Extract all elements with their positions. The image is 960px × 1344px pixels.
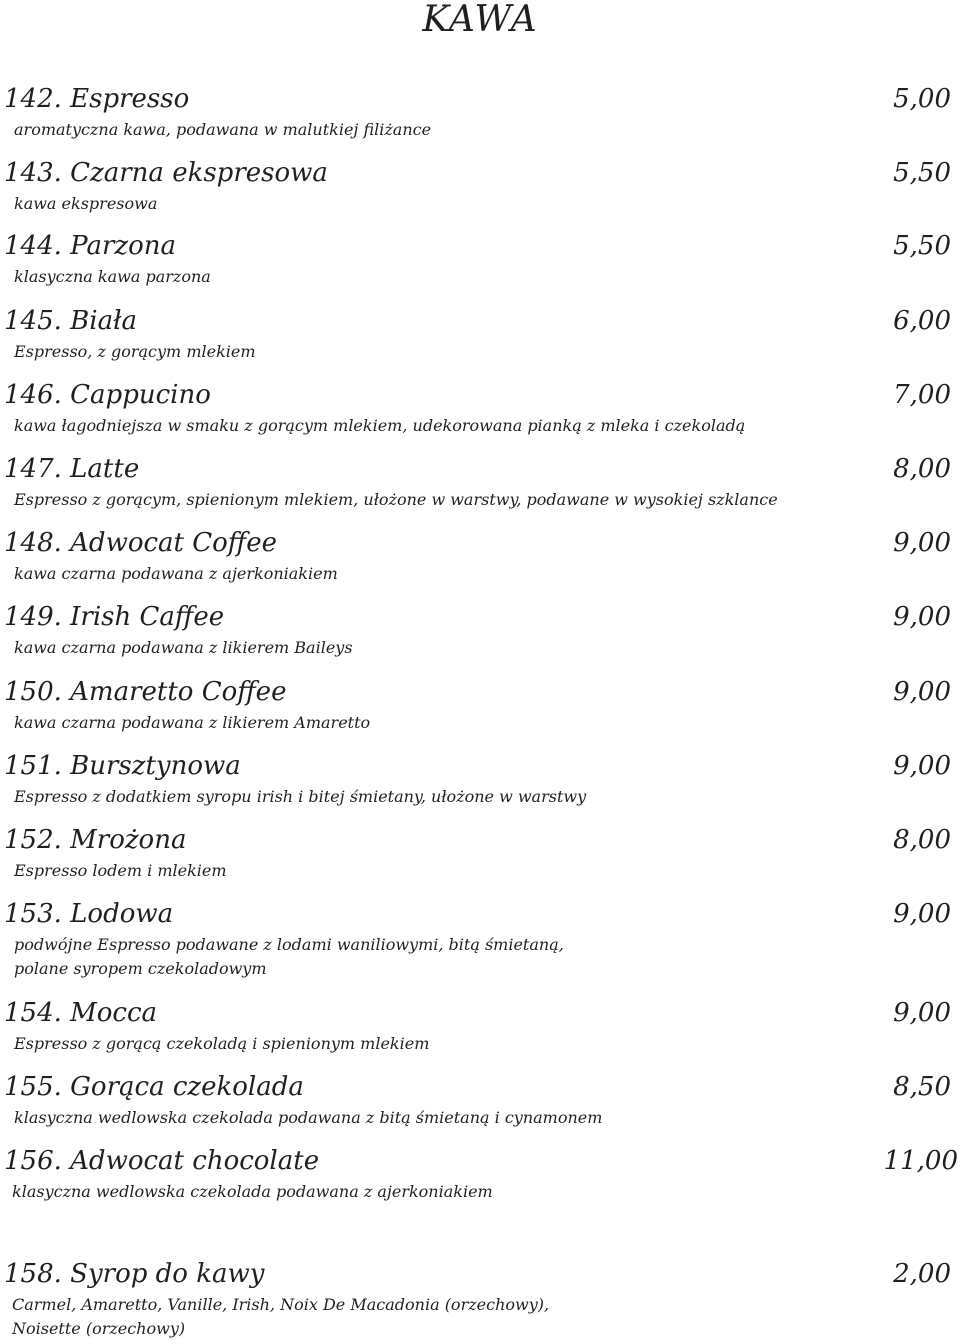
- item-name: 144. Parzona: [4, 231, 177, 261]
- menu-item: [0, 304, 960, 361]
- item-description: Espresso lodem i mlekiem: [14, 861, 227, 880]
- item-description: klasyczna wedlowska czekolada podawana z ajerkoniakiem: [12, 1182, 493, 1201]
- item-price: 9,00: [893, 528, 951, 558]
- menu-item: [0, 823, 960, 880]
- item-name: 147. Latte: [4, 454, 140, 484]
- item-price: 9,00: [893, 602, 951, 632]
- menu-item: [0, 1144, 960, 1201]
- item-price: 9,00: [893, 677, 951, 707]
- menu-item: [0, 996, 960, 1053]
- menu-item: [0, 897, 960, 978]
- item-description: kawa czarna podawana z likierem Amaretto: [14, 713, 371, 732]
- item-name: 154. Mocca: [4, 998, 158, 1028]
- item-name: 156. Adwocat chocolate: [4, 1146, 320, 1176]
- item-name: 153. Lodowa: [4, 899, 174, 929]
- item-description-line: Carmel, Amaretto, Vanille, Irish, Noix De Macadonia (orzechowy),: [12, 1295, 550, 1314]
- item-description: Espresso z dodatkiem syropu irish i bitej śmietany, ułożone w warstwy: [14, 787, 587, 806]
- item-description: kawa czarna podawana z likierem Baileys: [14, 638, 353, 657]
- item-name: 150. Amaretto Coffee: [4, 677, 287, 707]
- item-price: 11,00: [883, 1146, 958, 1176]
- menu-item: [0, 1070, 960, 1127]
- item-description: kawa czarna podawana z ajerkoniakiem: [14, 564, 338, 583]
- item-price: 8,50: [893, 1072, 951, 1102]
- menu-item: [0, 675, 960, 732]
- menu-item: [0, 229, 960, 286]
- item-price: 6,00: [893, 306, 951, 336]
- item-description: kawa łagodniejsza w smaku z gorącym mlekiem, udekorowana pianką z mleka i czekoladą: [14, 416, 746, 435]
- menu-item: [0, 749, 960, 806]
- menu-item: [0, 1257, 960, 1338]
- item-name: 158. Syrop do kawy: [4, 1259, 265, 1289]
- menu-item: [0, 156, 960, 213]
- item-name: 155. Gorąca czekolada: [4, 1072, 304, 1102]
- menu-item: [0, 452, 960, 509]
- item-price: 9,00: [893, 899, 951, 929]
- item-description-line: podwójne Espresso podawane z lodami waniliowymi, bitą śmietaną,: [14, 935, 564, 954]
- item-price: 5,50: [893, 231, 951, 261]
- item-name: 152. Mrożona: [4, 825, 187, 855]
- item-description: [14, 933, 564, 981]
- item-name: 148. Adwocat Coffee: [4, 528, 277, 558]
- item-price: 5,50: [893, 158, 951, 188]
- menu-item: [0, 526, 960, 583]
- item-name: 146. Cappucino: [4, 380, 211, 410]
- item-description: Espresso z gorącym, spienionym mlekiem, ułożone w warstwy, podawane w wysokiej szklance: [14, 490, 778, 509]
- item-price: 7,00: [893, 380, 951, 410]
- menu-title: KAWA: [422, 0, 538, 40]
- menu-item: [0, 600, 960, 657]
- item-description: klasyczna kawa parzona: [14, 267, 211, 286]
- menu-item: [0, 378, 960, 435]
- item-name: 145. Biała: [4, 306, 138, 336]
- item-description: kawa ekspresowa: [14, 194, 158, 213]
- item-price: 8,00: [893, 825, 951, 855]
- item-price: 9,00: [893, 998, 951, 1028]
- item-description: klasyczna wedlowska czekolada podawana z bitą śmietaną i cynamonem: [14, 1108, 603, 1127]
- item-name: 149. Irish Caffee: [4, 602, 225, 632]
- item-name: 151. Bursztynowa: [4, 751, 241, 781]
- item-name: 143. Czarna ekspresowa: [4, 158, 328, 188]
- item-description: Espresso z gorącą czekoladą i spienionym mlekiem: [14, 1034, 430, 1053]
- item-price: 9,00: [893, 751, 951, 781]
- item-description: Espresso, z gorącym mlekiem: [14, 342, 256, 361]
- item-description-line: polane syropem czekoladowym: [14, 959, 267, 978]
- item-price: 8,00: [893, 454, 951, 484]
- item-description: aromatyczna kawa, podawana w malutkiej filiżance: [14, 120, 432, 139]
- menu-item: [0, 82, 960, 139]
- item-price: 2,00: [893, 1259, 951, 1289]
- item-description-line: Noisette (orzechowy): [12, 1319, 186, 1338]
- item-name: 142. Espresso: [4, 84, 190, 114]
- item-description: [12, 1293, 549, 1341]
- item-price: 5,00: [893, 84, 951, 114]
